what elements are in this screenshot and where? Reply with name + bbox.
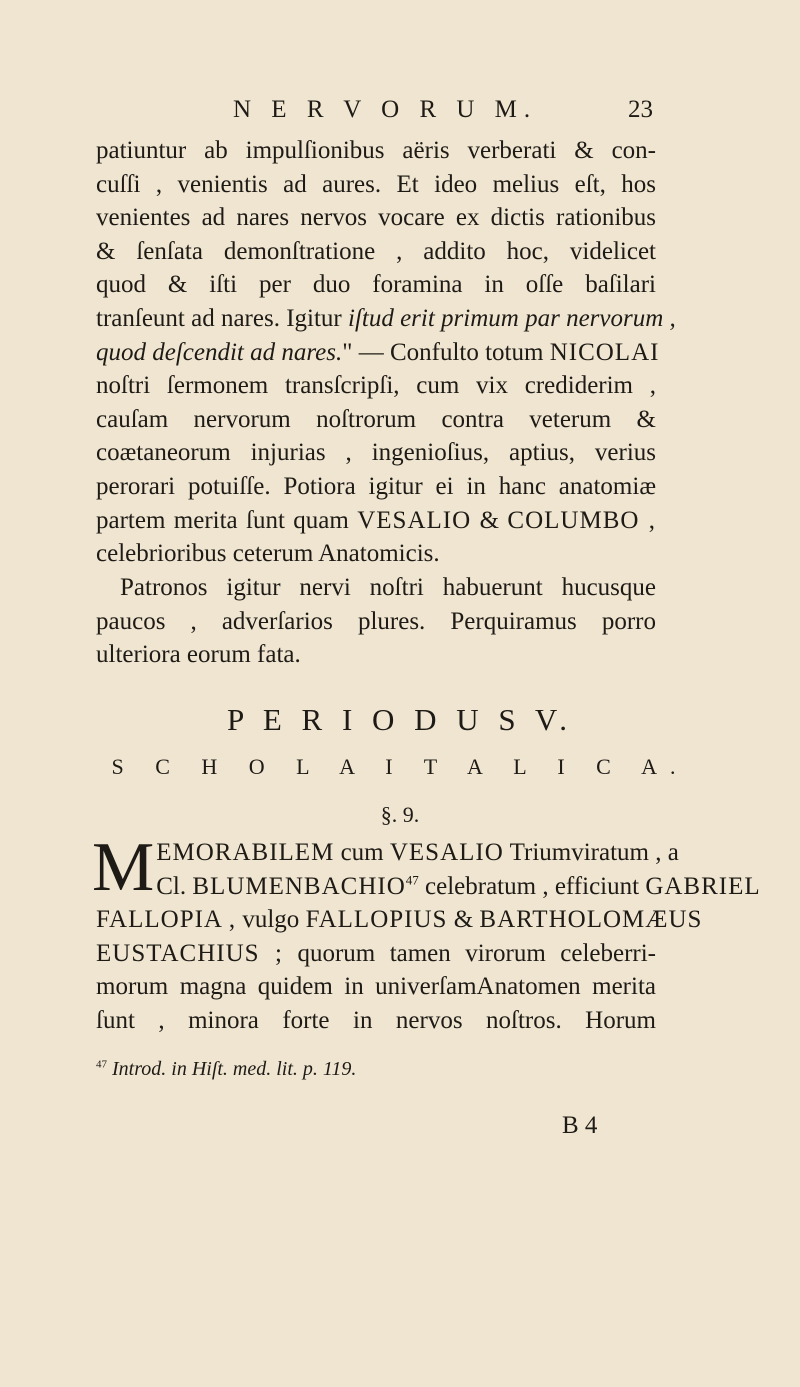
author-name: GABRIEL [645,872,761,900]
signature-mark: B 4 [562,1112,598,1139]
text-run: quorum tamen virorum celeberri- [297,939,656,967]
text-line: noſtri ſermonem transſcripſi, cum vix crediderim , [96,372,656,400]
footnote-ref: 47 [405,872,419,888]
text-line [96,336,660,370]
small-caps-text: EMORABILEM [156,839,335,866]
section-subheading: S C H O L A I T A L I C A. [111,754,689,779]
text-line: ſunt , minora forte in nervos noſtros. Horum [96,1006,656,1034]
author-name: EUSTACHIUS ; [96,939,283,967]
section-heading: P E R I O D U S V. [226,702,573,737]
author-name: NICOLAI [549,338,660,366]
text-line [96,302,676,336]
text-run: tranſeunt ad nares. Igitur [96,304,342,332]
text-run: Triumviratum , a [509,839,679,866]
text-run: partem merita ſunt quam [96,506,349,534]
text-line: & ſenſata demonſtratione , addito hoc, videlicet [96,237,656,265]
text-line: coætaneorum injurias , ingenioſius, aptius, verius [96,439,656,467]
page-number: 23 [628,96,653,123]
text-run: cum [340,839,384,866]
footnote-text: Introd. in Hiſt. med. lit. p. 119. [112,1058,357,1080]
running-header [233,96,653,124]
author-name: COLUMBO , [507,506,657,534]
text-line: ulteriora eorum fata. [96,641,301,669]
text-run: & [453,906,474,934]
paragraph-3 [92,829,761,1038]
paragraph-2 [96,571,656,672]
text-run: Cl. [156,872,187,900]
italic-quote: quod deſcendit ad nares. [96,338,343,366]
text-line: Patronos igitur nervi noſtri habuerunt hucusque [120,574,656,601]
text-line: celebrioribus ceterum Anatomicis. [96,540,440,568]
running-title: N E R V O R U M. [233,96,538,123]
text-run: celebratum , efficiunt [425,872,640,900]
text-line: paucos , adverſarios plures. Perquiramus porro [96,607,656,635]
author-name: VESALIO [357,506,472,534]
drop-cap: M [92,829,155,906]
text-run: vulgo [242,906,300,934]
paragraph-mark: §. 9. [380,802,420,827]
author-name: VESALIO [389,839,504,866]
author-name: FALLOPIUS [305,906,448,934]
author-name: BLUMENBACHIO [192,872,406,900]
text-line [96,870,761,904]
text-line: patiuntur ab impulſionibus aëris verberati & con- [96,137,656,164]
text-run: & [479,506,500,534]
text-run: " — Confulto totum [342,338,544,366]
text-line [96,903,703,937]
footnote-mark: 47 [96,1058,107,1071]
text-line: cuſſi , venientis ad aures. Et ideo melius eſt, hos [96,170,656,198]
text-line: quod & iſti per duo foramina in oſſe baſilari [96,271,656,299]
italic-quote: iſtud erit primum par nervorum , [348,304,676,332]
text-line: venientes ad nares nervos vocare ex dictis rationibus [96,204,656,232]
text-line: perorari potuiſſe. Potiora igitur ei in hanc anatomiæ [96,472,656,500]
text-line [96,504,656,538]
text-line [96,937,656,971]
author-name: FALLOPIA , [96,906,237,934]
author-name: BARTHOLOMÆUS [479,906,703,934]
footnote [96,1058,656,1081]
text-line: morum magna quidem in univerſamAnatomen merita [96,973,656,1001]
text-line: cauſam nervorum noſtrorum contra veterum & [96,405,656,433]
paragraph-1 [96,134,676,571]
text-line [96,836,679,870]
